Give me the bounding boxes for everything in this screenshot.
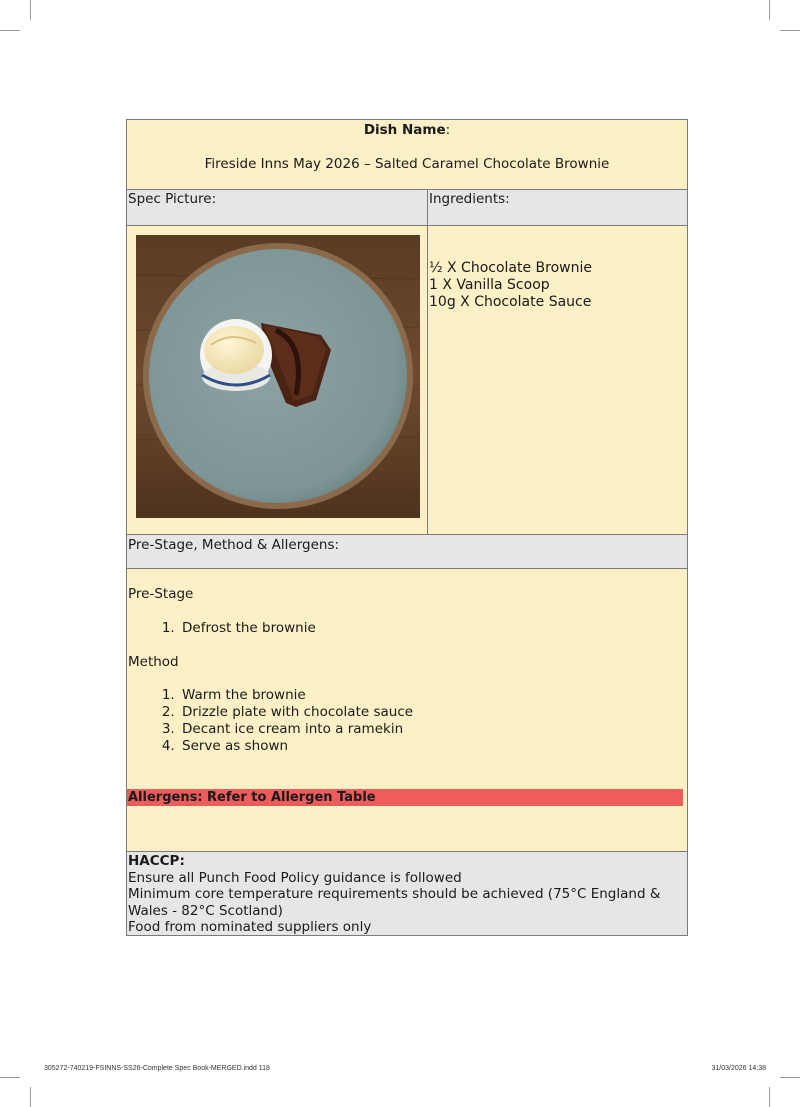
haccp-section	[127, 852, 687, 935]
pre-stage-method-header: Pre-Stage, Method & Allergens:	[127, 535, 687, 569]
crop-mark	[769, 1087, 770, 1107]
crop-mark	[780, 1077, 800, 1078]
haccp-line: Minimum core temperature requirements should be achieved (75°C England &	[128, 886, 661, 902]
crop-mark	[780, 30, 800, 31]
haccp-line: Food from nominated suppliers only	[128, 919, 372, 935]
ingredients-list	[428, 226, 687, 534]
ingredient-item: ½ X Chocolate Brownie	[429, 260, 593, 276]
haccp-line: Ensure all Punch Food Policy guidance is followed	[128, 869, 462, 886]
method-list	[127, 687, 413, 755]
pre-stage-list	[127, 620, 316, 637]
dish-name-row	[127, 120, 687, 190]
picture-ingredients-row	[127, 226, 687, 535]
dish-name-colon: :	[445, 122, 451, 138]
crop-mark	[769, 0, 770, 20]
footer-date: 31/03/2026 14:38	[711, 1065, 766, 1072]
crop-mark	[0, 30, 20, 31]
haccp-heading: HACCP:	[128, 853, 185, 869]
dish-photo	[136, 235, 420, 518]
footer-file-info: 305272-740219-FSINNS-SS26-Complete Spec Book-MERGED.indd 118	[44, 1065, 270, 1072]
allergens-banner: Allergens: Refer to Allergen Table	[127, 789, 683, 806]
ingredient-item: 1 X Vanilla Scoop	[429, 277, 550, 293]
crop-mark	[30, 0, 31, 20]
ingredient-item: 10g X Chocolate Sauce	[429, 294, 592, 310]
crop-mark	[0, 1077, 20, 1078]
haccp-line: Wales - 82°C Scotland)	[128, 902, 283, 919]
spec-picture-label: Spec Picture:	[127, 190, 428, 225]
method-section	[127, 569, 687, 852]
pre-stage-step: 1. Defrost the brownie	[179, 620, 316, 637]
spec-sheet	[126, 119, 688, 936]
method-step: 3. Decant ice cream into a ramekin	[179, 721, 413, 738]
crop-mark	[30, 1087, 31, 1107]
pre-stage-heading: Pre-Stage	[128, 586, 194, 602]
dish-name: Fireside Inns May 2026 – Salted Caramel Chocolate Brownie	[204, 156, 610, 172]
picture-ingredients-header	[127, 190, 687, 226]
method-step: 2. Drizzle plate with chocolate sauce	[179, 704, 413, 721]
method-step: 4. Serve as shown	[179, 738, 413, 755]
method-heading: Method	[128, 654, 179, 670]
ingredients-label: Ingredients:	[429, 191, 510, 207]
dish-name-label: Dish Name	[363, 122, 446, 138]
method-step: 1. Warm the brownie	[179, 687, 413, 704]
